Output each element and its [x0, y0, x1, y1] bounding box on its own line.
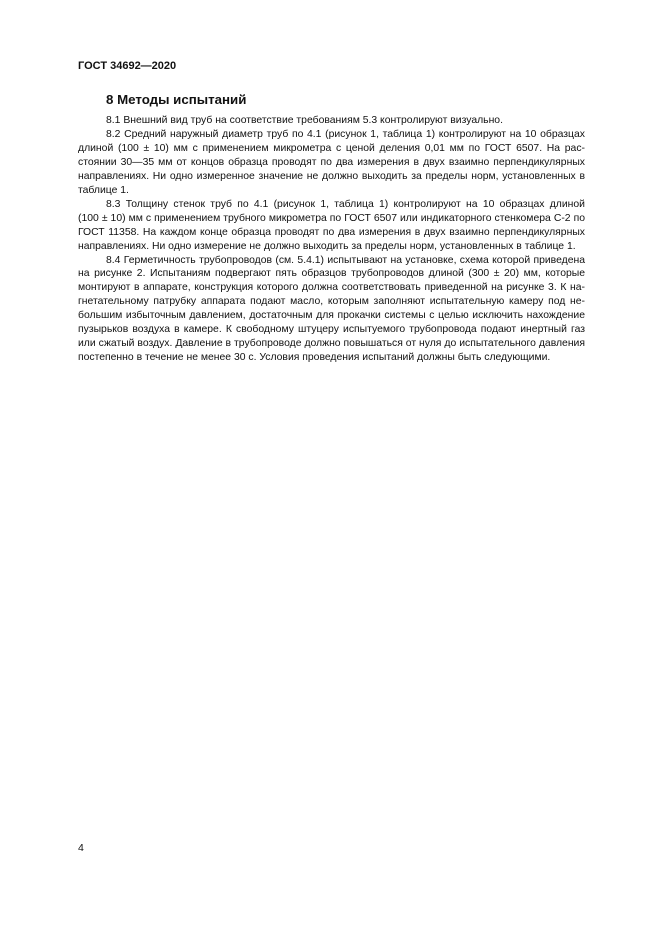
paragraph-line: постепенно в течение не менее 30 с. Условия проведения испытаний должны быть следующими. [78, 352, 551, 364]
paragraph-line: на рисунке 2. Испытаниям подвергают пять образцов трубопроводов длиной (300 ± 20) мм, которые [78, 268, 585, 280]
document-header: ГОСТ 34692—2020 [78, 60, 177, 72]
paragraph [78, 254, 585, 366]
paragraph-line: стоянии 30—35 мм от концов образца проводят по два измерения в двух взаимно перпендикулярных [78, 156, 585, 168]
paragraph [78, 114, 585, 128]
paragraph [78, 198, 585, 254]
paragraph-line: монтируют в аппарате, конструкция которого должна соответствовать приведенной на рисунке 3. К на- [78, 282, 585, 294]
paragraph [78, 128, 585, 198]
document-body [78, 114, 585, 365]
paragraph-line: пузырьков воздуха в камере. К свободному штуцеру испытуемого трубопровода подают инертный газ [78, 324, 585, 336]
paragraph-line: 8.2 Средний наружный диаметр труб по 4.1 (рисунок 1, таблица 1) контролируют на 10 образцах [106, 128, 585, 140]
page-number: 4 [78, 842, 84, 854]
paragraph-line: длиной (100 ± 10) мм с применением микрометра с ценой деления 0,01 мм по ГОСТ 6507. На рас- [78, 142, 585, 154]
paragraph-line: 8.4 Герметичность трубопроводов (см. 5.4.1) испытывают на установке, схема которой приведена [106, 254, 585, 266]
paragraph-line: ГОСТ 11358. На каждом конце образца проводят по два измерения в двух взаимно перпендикулярных [78, 226, 585, 238]
paragraph-line: или сжатый воздух. Давление в трубопроводе должно повышаться от нуля до испытательного давления [78, 338, 585, 350]
section-title: 8 Методы испытаний [106, 92, 247, 107]
paragraph-line: таблице 1. [78, 184, 129, 196]
paragraph-line: направлениях. Ни одно измеренное значение не должно выходить за пределы норм, установленных в [78, 170, 585, 182]
paragraph-line: большим избыточным давлением, достаточным для прокачки системы с целью исключить нахождение [78, 310, 585, 322]
paragraph-line: 8.3 Толщину стенок труб по 4.1 (рисунок 1, таблица 1) контролируют на 10 образцах длиной [106, 198, 585, 210]
paragraph-line: 8.1 Внешний вид труб на соответствие требованиям 5.3 контролируют визуально. [106, 115, 503, 126]
paragraph-line: (100 ± 10) мм с применением трубного микрометра по ГОСТ 6507 или индикаторного стенкомера С-2 по [78, 212, 585, 224]
paragraph-line: направлениях. Ни одно измерение не должно выходить за пределы норм, установленных в таблице 1. [78, 240, 576, 252]
paragraph-line: гнетательному патрубку аппарата подают масло, которым заполняют испытательную камеру под не- [78, 296, 585, 308]
